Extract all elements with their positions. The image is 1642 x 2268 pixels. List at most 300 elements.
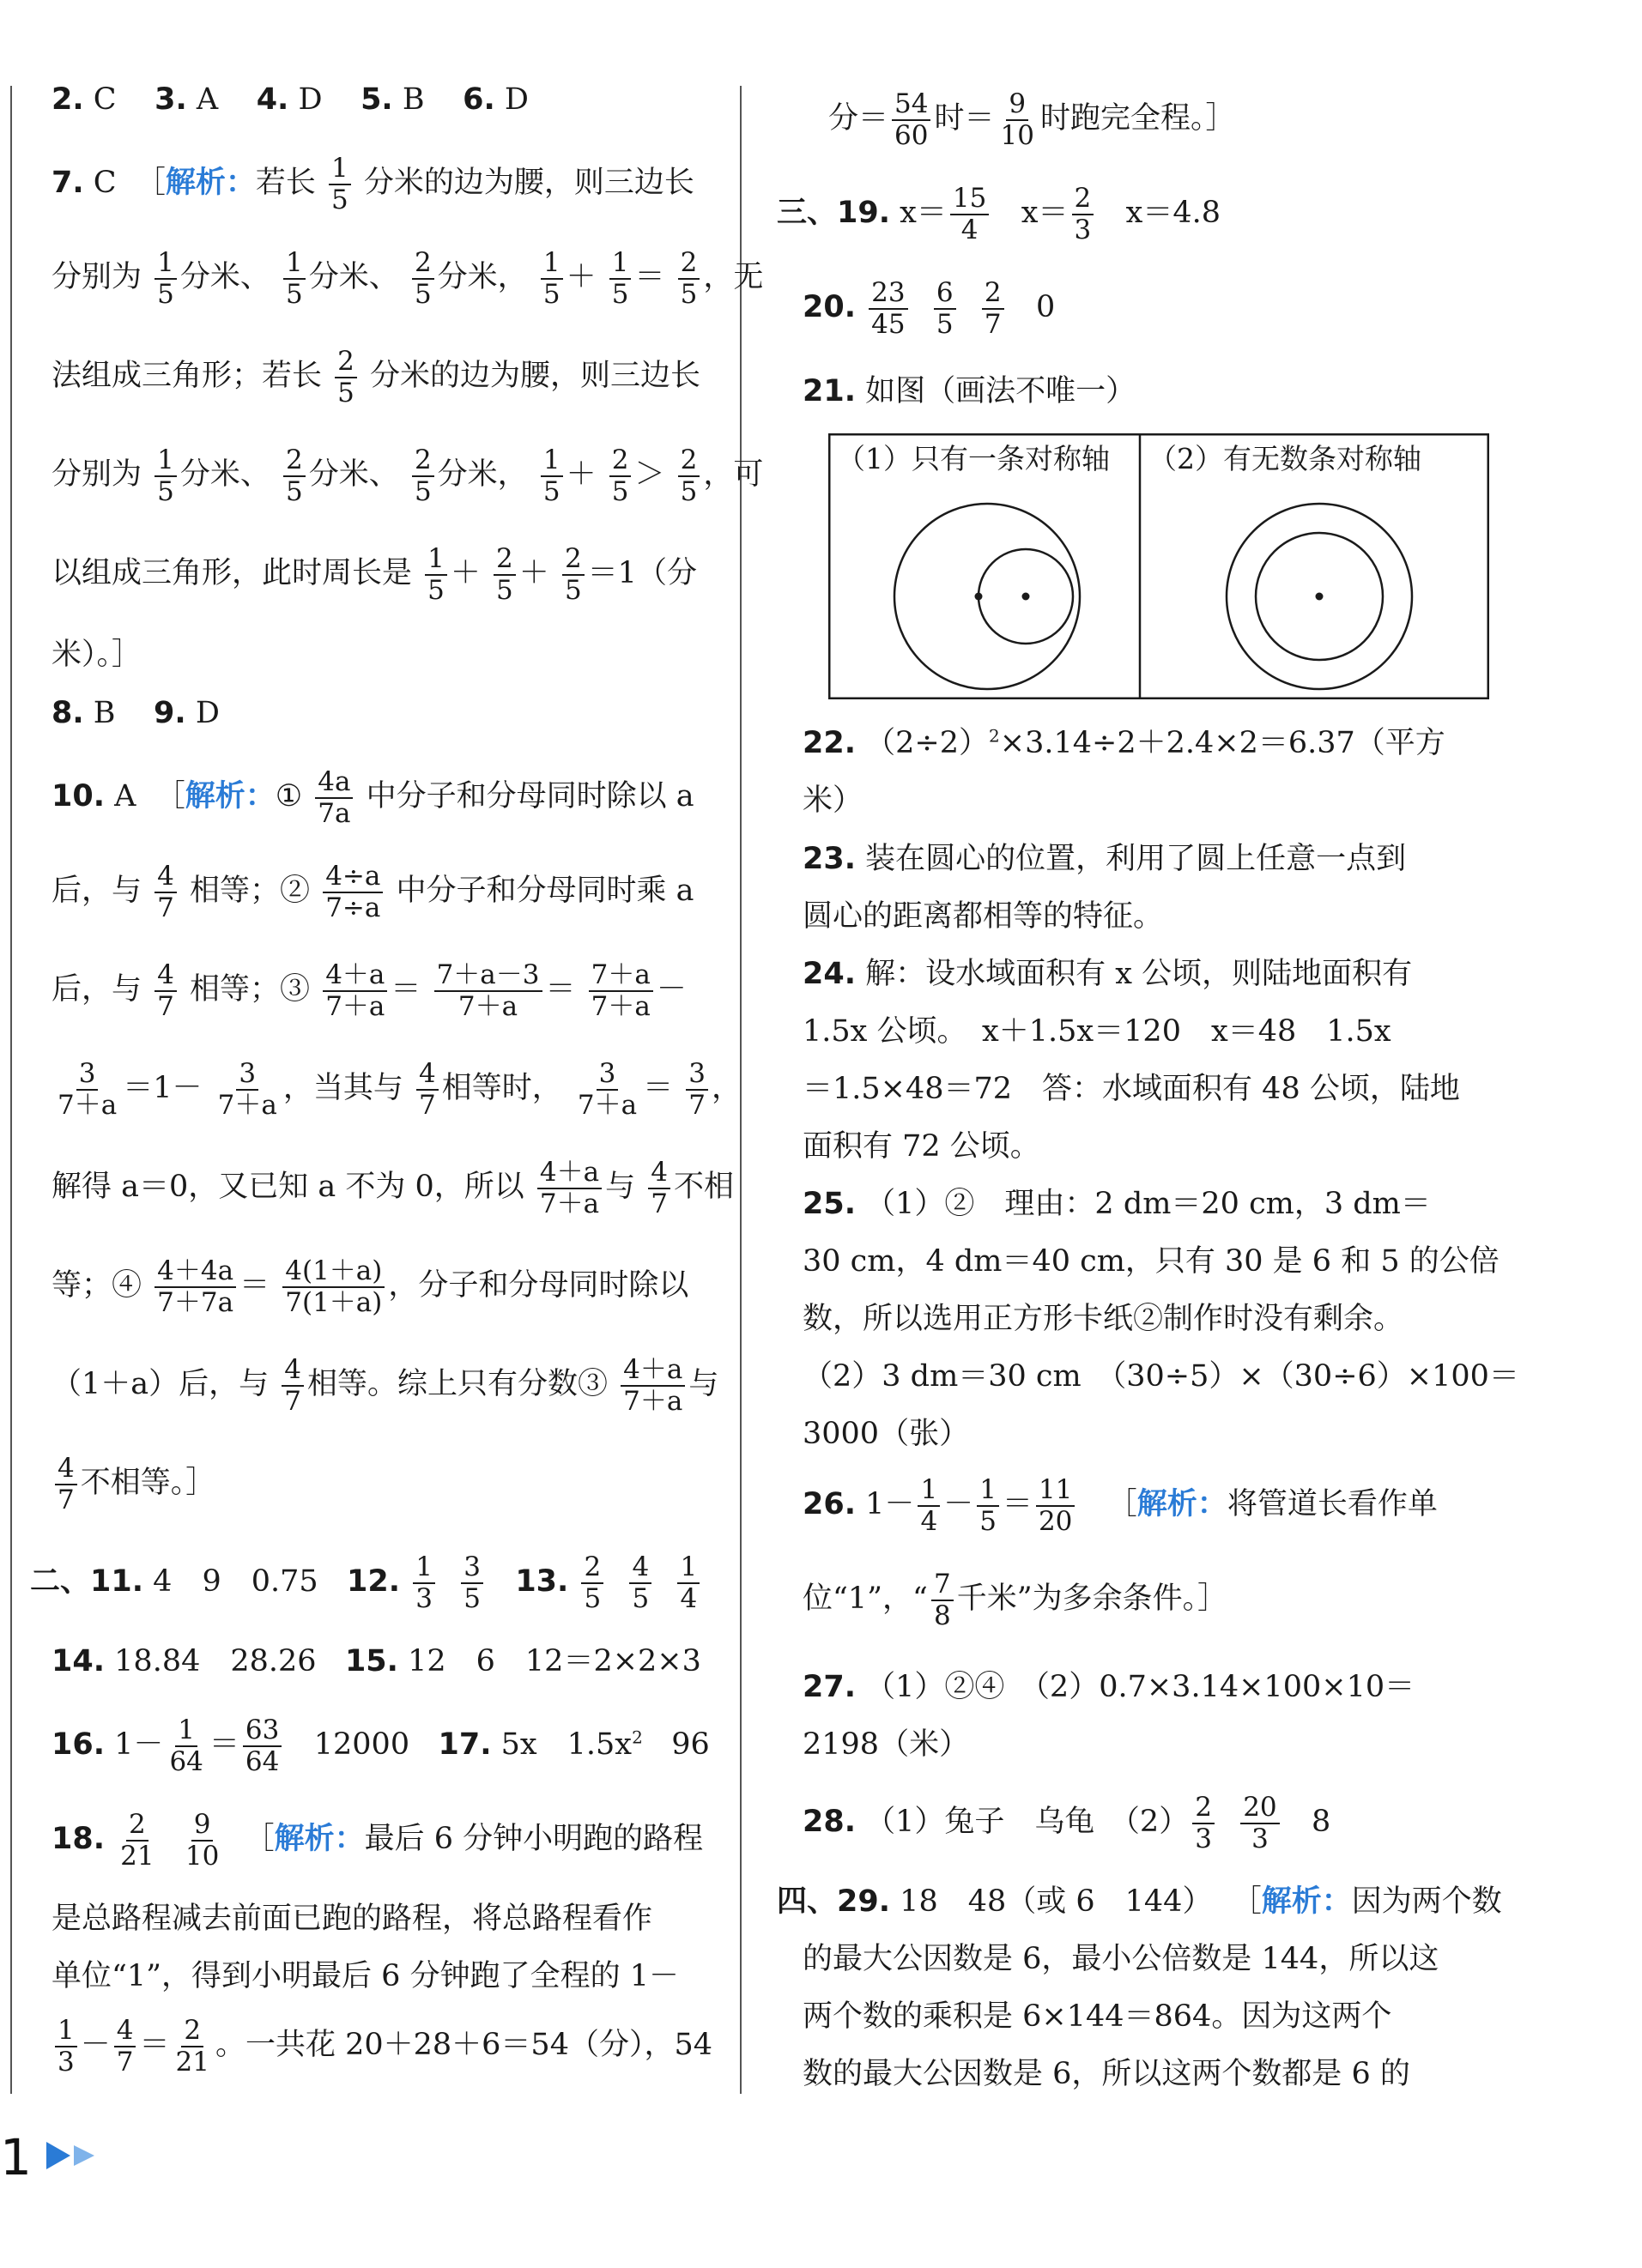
denominator: 21 <box>120 1840 155 1872</box>
answer: D <box>504 82 529 117</box>
text: ＝ <box>1002 1487 1033 1522</box>
fraction <box>282 1356 304 1415</box>
fraction <box>118 1811 156 1870</box>
text: 分别为 <box>52 260 142 295</box>
denominator: 7 <box>116 2046 134 2077</box>
fraction <box>581 1553 603 1612</box>
numerator: 1 <box>155 446 177 477</box>
answer-7-line-4 <box>52 446 763 505</box>
text: （1）②④ （2）0.7×3.14×100×10＝ <box>865 1670 1415 1704</box>
fraction <box>950 184 989 244</box>
denominator: 4 <box>920 1505 938 1537</box>
fraction <box>686 1060 708 1119</box>
text: 米）。］ <box>52 638 142 672</box>
text: （2）3 dm＝30 cm （30÷5）×（30÷6）×100＝ <box>803 1359 1519 1394</box>
text: 单位“1”，得到小明最后 6 分钟跑了全程的 1－ <box>52 1959 679 1993</box>
denominator: 7 <box>651 1188 669 1219</box>
figure-caption-2: （2）有无数条对称轴 <box>1148 442 1421 475</box>
text: 1.5x 公顷。 x＋1.5x＝120 x＝48 1.5x <box>803 1014 1391 1049</box>
denominator: 5 <box>157 475 174 507</box>
q-number: 14. <box>52 1644 106 1678</box>
fraction <box>934 279 956 338</box>
denominator: 5 <box>427 574 445 606</box>
text: － <box>80 2028 111 2063</box>
numerator: 63 <box>243 1716 282 1747</box>
q-number: 16. <box>52 1727 106 1763</box>
denominator: 5 <box>286 278 303 310</box>
text: 后，与 <box>52 972 142 1007</box>
text: ① <box>275 779 303 814</box>
fraction <box>629 1553 651 1612</box>
large-circle-1 <box>894 504 1080 689</box>
text: x＝ <box>1021 196 1069 231</box>
fraction <box>1192 1793 1215 1853</box>
fraction <box>997 90 1036 149</box>
fraction <box>678 446 700 505</box>
answer-28 <box>803 1793 1330 1853</box>
analysis-tag: 解析： <box>185 779 276 814</box>
fraction <box>183 1811 221 1870</box>
text: ×3.14÷2＋2.4×2＝6.37（平方 <box>999 726 1445 760</box>
text: 将管道长看作单 <box>1227 1487 1438 1522</box>
q-number: 2. <box>52 82 84 117</box>
fraction <box>869 279 907 338</box>
numerator: 2 <box>982 279 1004 310</box>
q-number: 4. <box>256 82 289 117</box>
denominator: 5 <box>564 574 582 606</box>
analysis-tag: 解析： <box>1261 1884 1352 1919</box>
q-number: 12. <box>347 1564 401 1600</box>
text: ＞ <box>634 457 665 493</box>
text: 分米、 <box>308 457 399 493</box>
answer-25-line-3 <box>803 1301 1403 1337</box>
arrow-1 <box>46 2142 70 2169</box>
text: ，无 <box>703 260 764 295</box>
denominator: 7 <box>419 1089 436 1121</box>
answer-10-line-2 <box>52 862 694 922</box>
numerator: 1 <box>155 249 177 280</box>
analysis-tag: 解析： <box>1136 1487 1227 1522</box>
answers-14-15 <box>52 1643 701 1679</box>
analysis-tag: 解析： <box>274 1822 365 1857</box>
superscript: 2 <box>632 1727 643 1748</box>
text: 中分子和分母同时除以 a <box>366 779 694 814</box>
text: 圆心的距离都相等的特征。 <box>803 899 1164 934</box>
text: 的最大公因数是 6，最小公倍数是 144，所以这 <box>803 1942 1439 1976</box>
answer-24-line-2 <box>803 1013 1391 1049</box>
text: 中分子和分母同时乘 a <box>396 874 694 909</box>
denominator: 7＋a <box>217 1089 277 1121</box>
answer: 18.84 28.26 <box>114 1644 317 1678</box>
answer: D <box>298 82 323 117</box>
denominator: 8 <box>933 1600 951 1631</box>
fraction <box>461 1553 483 1612</box>
fraction <box>315 768 353 827</box>
text: 与 <box>605 1170 636 1205</box>
fraction <box>55 2017 77 2076</box>
text: ，可 <box>703 457 764 493</box>
answer-21 <box>803 373 1136 409</box>
text: ，当其与 <box>282 1071 403 1106</box>
analysis-tag: 解析： <box>165 166 256 201</box>
numerator: 2 <box>335 348 357 378</box>
q-number: 13. <box>515 1564 569 1600</box>
numerator: 3 <box>236 1060 258 1091</box>
numerator: 2 <box>181 2017 203 2047</box>
fraction <box>155 862 177 922</box>
q-number: 26. <box>803 1487 857 1522</box>
numerator: 7 <box>931 1570 954 1601</box>
fraction <box>167 1716 205 1775</box>
fraction <box>215 1060 280 1119</box>
text: 分米， <box>437 260 528 295</box>
answers-8-9 <box>52 695 220 731</box>
text: 不相 <box>674 1170 735 1205</box>
text: ＝ <box>545 972 576 1007</box>
text: 米） <box>803 783 863 818</box>
text: 解：设水域面积有 x 公顷，则陆地面积有 <box>865 957 1413 991</box>
answer-10-line-1 <box>52 768 694 827</box>
numerator: 7＋a－3 <box>434 961 542 992</box>
text: 等；④ <box>52 1268 142 1303</box>
denominator: 7＋a <box>591 990 651 1022</box>
numerator: 1 <box>425 545 447 576</box>
numerator: 3 <box>597 1060 619 1091</box>
answer-22-line-2 <box>803 783 863 819</box>
fraction <box>609 249 632 308</box>
text: 18 48（或 6 144） <box>900 1884 1213 1919</box>
numerator: 1 <box>413 1553 435 1584</box>
denominator: 5 <box>611 278 629 310</box>
numerator: 1 <box>609 249 632 280</box>
numerator: 7＋a <box>589 961 653 992</box>
text: ＝ <box>643 1071 674 1106</box>
answer-26-line-2 <box>803 1570 1227 1630</box>
numerator: 4÷a <box>323 862 383 893</box>
answer: B <box>93 696 116 730</box>
answer-18-continued <box>828 90 1235 149</box>
denominator: 5 <box>936 308 954 340</box>
text: ＝ <box>239 1268 270 1303</box>
fraction <box>1240 1793 1279 1853</box>
denominator: 5 <box>632 1582 650 1614</box>
answer-10-line-5 <box>52 1158 734 1218</box>
denominator: 5 <box>414 475 432 507</box>
fraction <box>977 1476 999 1535</box>
answer: 4 9 0.75 <box>153 1564 318 1600</box>
denominator: 5 <box>979 1505 997 1537</box>
denominator: 7 <box>157 892 174 923</box>
answer: D <box>195 696 220 730</box>
text: － <box>943 1487 974 1522</box>
text: 解得 a＝0，又已知 a 不为 0，所以 <box>52 1170 524 1205</box>
denominator: 3 <box>415 1582 433 1614</box>
section-number: 三、 <box>777 196 838 231</box>
answer-23-line-1 <box>803 841 1406 877</box>
column-divider-left <box>10 86 12 2094</box>
text: 相等；③ <box>190 972 311 1007</box>
denominator: 5 <box>680 278 698 310</box>
numerator: 2 <box>1072 184 1094 215</box>
numerator: 1 <box>677 1553 700 1584</box>
answer: 12 6 12＝2×2×3 <box>408 1644 701 1678</box>
numerator: 2 <box>581 1553 603 1584</box>
numerator: 2 <box>609 446 632 477</box>
q-number: 11. <box>90 1564 144 1600</box>
denominator: 21 <box>175 2046 209 2077</box>
text: ＝ <box>391 972 421 1007</box>
fraction <box>494 545 516 604</box>
text: 法组成三角形；若长 <box>52 359 323 394</box>
answer-10-line-3 <box>52 961 687 1020</box>
text: 不相等。］ <box>80 1466 216 1501</box>
bracket: ［ <box>155 779 185 814</box>
text: ＝ <box>634 260 665 295</box>
denominator: 3 <box>1195 1823 1212 1854</box>
text: 数的最大公因数是 6，所以这两个数都是 6 的 <box>803 2057 1410 2091</box>
fraction <box>589 961 653 1020</box>
text: ， <box>712 1071 742 1106</box>
text: x＝ <box>900 196 947 231</box>
fraction <box>335 348 357 407</box>
answer-25-line-2 <box>803 1243 1500 1279</box>
symmetry-figure <box>828 433 1489 699</box>
answer-23-line-2 <box>803 898 1163 934</box>
text: 后，与 <box>52 874 142 909</box>
numerator: 2 <box>283 446 306 477</box>
denominator: 3 <box>1251 1823 1269 1854</box>
figure-caption-1: （1）只有一条对称轴 <box>837 442 1110 475</box>
section-number: 二、 <box>30 1564 91 1600</box>
answer-29-line-2 <box>803 1941 1439 1977</box>
text: 分米、 <box>179 260 270 295</box>
denominator: 7 <box>984 308 1002 340</box>
fraction <box>329 154 351 214</box>
fraction <box>575 1060 639 1119</box>
numerator: 2 <box>412 249 434 280</box>
denominator: 10 <box>1000 119 1034 151</box>
fraction <box>1072 184 1094 244</box>
text: 12000 <box>313 1727 410 1763</box>
text: ＝ <box>209 1727 239 1763</box>
denominator: 7＋a <box>577 1089 638 1121</box>
answer-7-line-1 <box>52 154 694 214</box>
q-number: 28. <box>803 1805 857 1840</box>
page-number: 1 <box>0 2128 32 2186</box>
text: 分米的边为腰，则三边长 <box>363 166 694 201</box>
answer-10-line-7 <box>52 1356 718 1415</box>
answer-29-line-1 <box>777 1884 1502 1920</box>
text: （1）② 理由：2 dm＝20 cm，3 dm＝ <box>865 1187 1431 1221</box>
play-arrow-icon <box>45 2138 105 2173</box>
text: （1＋a）后，与 <box>52 1367 270 1402</box>
text: 分＝ <box>828 101 889 136</box>
fraction <box>621 1356 685 1415</box>
denominator: 4 <box>960 214 979 245</box>
fraction <box>918 1476 940 1535</box>
numerator: 3 <box>686 1060 708 1091</box>
fraction <box>931 1570 954 1630</box>
superscript: 2 <box>989 725 1000 747</box>
q-number: 9. <box>154 696 186 730</box>
denominator: 7 <box>688 1089 706 1121</box>
fraction <box>541 249 563 308</box>
numerator: 2 <box>126 1811 148 1842</box>
numerator: 54 <box>892 90 930 121</box>
text: ，分子和分母同时除以 <box>388 1268 689 1303</box>
text: 分米的边为腰，则三边长 <box>370 359 701 394</box>
center-dot-large-1 <box>975 593 983 601</box>
denominator: 3 <box>58 2046 75 2077</box>
fraction <box>323 961 387 1020</box>
q-number: 5. <box>361 82 393 117</box>
text: 数，所以选用正方形卡纸②制作时没有剩余。 <box>803 1302 1404 1336</box>
fraction <box>412 249 434 308</box>
text: 最后 6 分钟小明跑的路程 <box>364 1822 704 1857</box>
answer-29-line-4 <box>803 2056 1410 2092</box>
text: 两个数的乘积是 6×144＝864。因为这两个 <box>803 1999 1392 2034</box>
text: 。一共花 20＋28＋6＝54（分），54 <box>215 2028 712 2063</box>
answer-25-line-1 <box>803 1186 1431 1222</box>
fraction <box>55 1060 119 1119</box>
answer: B <box>402 82 425 117</box>
answer-29-line-3 <box>803 1999 1391 2035</box>
text: － <box>656 972 687 1007</box>
fraction <box>678 249 700 308</box>
numerator: 6 <box>934 279 956 310</box>
denominator: 5 <box>337 377 354 408</box>
text: 时跑完全程。］ <box>1039 101 1236 136</box>
fraction <box>173 2017 212 2076</box>
fraction <box>434 961 542 1020</box>
answers-2-6 <box>52 82 529 118</box>
fraction <box>677 1553 700 1612</box>
text: （2÷2） <box>865 726 990 760</box>
denominator: 5 <box>611 475 629 507</box>
bracket: ［ <box>135 166 166 201</box>
q-number: 6. <box>463 82 495 117</box>
q-number: 22. <box>803 726 857 760</box>
text: 8 <box>1312 1805 1331 1840</box>
answer-24-line-4 <box>803 1128 1040 1164</box>
denominator: 5 <box>157 278 174 310</box>
q-number: 23. <box>803 842 857 876</box>
text: ＝ <box>139 2028 170 2063</box>
numerator: 4 <box>55 1455 77 1485</box>
q-number: 21. <box>803 374 857 408</box>
numerator: 1 <box>977 1476 999 1507</box>
text: 1－ <box>114 1727 164 1763</box>
numerator: 9 <box>191 1811 214 1842</box>
denominator: 5 <box>496 574 513 606</box>
answer-25-line-4 <box>803 1358 1519 1394</box>
fraction <box>155 446 177 505</box>
numerator: 4a <box>315 768 353 799</box>
text: ＋ <box>566 457 597 493</box>
answers-11-13 <box>30 1553 703 1612</box>
denominator: 5 <box>286 475 303 507</box>
answer-18-line-1 <box>52 1811 703 1870</box>
center-dot-2 <box>1316 593 1324 601</box>
text: 分别为 <box>52 457 142 493</box>
q-number: 27. <box>803 1670 857 1704</box>
q-number: 25. <box>803 1187 857 1221</box>
fraction <box>541 446 563 505</box>
answer-7-line-5 <box>52 545 697 604</box>
answer-18-line-2 <box>52 1901 652 1937</box>
fraction <box>609 446 632 505</box>
denominator: 5 <box>542 475 560 507</box>
answer-19 <box>777 184 1221 244</box>
denominator: 4 <box>680 1582 698 1614</box>
numerator: 1 <box>329 154 351 185</box>
fraction <box>283 446 306 505</box>
answer-7-line-6 <box>52 637 142 673</box>
numerator: 4(1＋a) <box>282 1257 385 1288</box>
answer-10-line-6 <box>52 1257 688 1316</box>
text: ＝1－ <box>123 1071 203 1106</box>
numerator: 1 <box>541 249 563 280</box>
numerator: 20 <box>1240 1793 1279 1824</box>
answer-27-line-1 <box>803 1669 1415 1705</box>
numerator: 1 <box>541 446 563 477</box>
answers-16-17 <box>52 1716 710 1775</box>
answer: 5x 1.5x <box>500 1727 633 1763</box>
numerator: 23 <box>869 279 907 310</box>
answer-25-line-5 <box>803 1416 969 1452</box>
numerator: 15 <box>950 184 989 215</box>
numerator: 2 <box>412 446 434 477</box>
numerator: 3 <box>461 1553 483 1584</box>
fraction <box>892 90 930 149</box>
fraction <box>243 1716 282 1775</box>
numerator: 4 <box>648 1158 670 1189</box>
answer: A <box>196 82 219 117</box>
text: 以组成三角形，此时周长是 <box>52 556 413 591</box>
text: 0 <box>1036 290 1056 325</box>
text: 3000（张） <box>803 1417 970 1451</box>
answer: A <box>114 779 136 814</box>
text: 相等时， <box>441 1071 562 1106</box>
text: 若长 <box>255 166 316 201</box>
answer-20 <box>803 279 1055 338</box>
denominator: 5 <box>584 1582 602 1614</box>
fraction <box>562 545 585 604</box>
numerator: 4 <box>416 1060 439 1091</box>
numerator: 4＋a <box>621 1356 685 1387</box>
text: 分米、 <box>308 260 399 295</box>
denominator: 7＋a <box>325 990 385 1022</box>
text: （1）兔子 乌龟 （2） <box>865 1805 1190 1840</box>
denominator: 7 <box>284 1385 302 1417</box>
denominator: 7＋a <box>539 1188 600 1219</box>
text: 因为两个数 <box>1351 1884 1502 1919</box>
denominator: 7＋7a <box>157 1286 234 1318</box>
fraction <box>55 1455 77 1514</box>
text: 相等。综上只有分数③ <box>307 1367 609 1402</box>
denominator: 5 <box>414 278 432 310</box>
denominator: 5 <box>680 475 698 507</box>
text: ＋ <box>566 260 597 295</box>
q-number: 19. <box>837 196 891 231</box>
denominator: 5 <box>464 1582 481 1614</box>
answer-26-line-1 <box>803 1476 1438 1535</box>
answer-7-line-3 <box>52 348 700 407</box>
q-number: 17. <box>438 1727 492 1763</box>
answer-22-line-1 <box>803 725 1445 761</box>
answer-27-line-2 <box>803 1727 969 1763</box>
numerator: 4 <box>282 1356 304 1387</box>
